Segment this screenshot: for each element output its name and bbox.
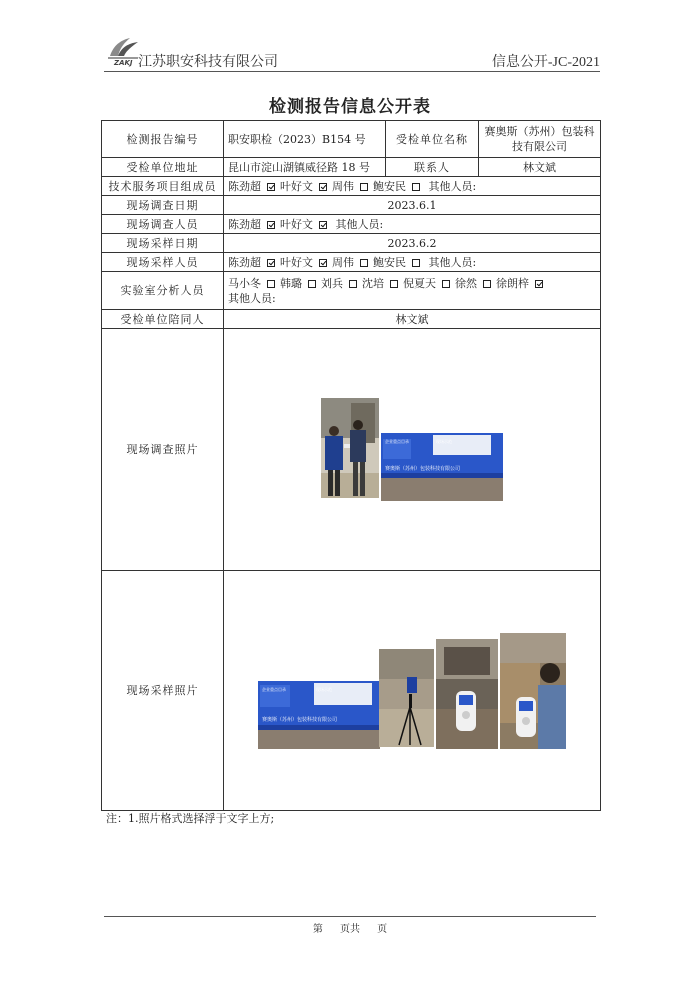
team-member-name: 周伟 bbox=[332, 179, 354, 193]
lab-staff-name: 马小冬 bbox=[228, 276, 261, 290]
team-member-checkbox[interactable] bbox=[412, 183, 420, 191]
survey-sign-text: 赛奥斯（苏州）包装科技有限公司 bbox=[385, 466, 461, 472]
row-sampling-date bbox=[102, 234, 601, 253]
document-id: 信息公开-JC-2021 bbox=[491, 55, 600, 70]
svg-text:现场示范: 现场示范 bbox=[316, 687, 332, 692]
sampling-photo-4 bbox=[500, 633, 566, 749]
header-rule bbox=[104, 71, 600, 72]
row-survey-staff bbox=[102, 215, 601, 234]
team-other: 其他人员: bbox=[428, 179, 477, 193]
client-value: 赛奥斯（苏州）包装科技有限公司 bbox=[479, 121, 601, 158]
sampling-staff-checkbox[interactable] bbox=[319, 259, 327, 267]
survey-staff-label: 现场调查人员 bbox=[102, 215, 224, 234]
row-survey-photos bbox=[102, 329, 601, 571]
client-label: 受检单位名称 bbox=[386, 121, 479, 158]
logo-text: ZAKJ bbox=[114, 59, 133, 67]
sampling-staff-name: 鲍安民 bbox=[373, 255, 406, 269]
team-value bbox=[224, 177, 601, 196]
sampling-staff-name: 周伟 bbox=[332, 255, 354, 269]
sampling-staff-name: 陈劲超 bbox=[228, 255, 261, 269]
lab-staff-name: 徐朗梓 bbox=[496, 276, 529, 290]
row-escort bbox=[102, 310, 601, 329]
survey-staff-value bbox=[224, 215, 601, 234]
contact-value: 林文斌 bbox=[479, 158, 601, 177]
survey-staff-checkbox[interactable] bbox=[319, 221, 327, 229]
report-no-value: 职安职检（2023）B154 号 bbox=[224, 121, 386, 158]
survey-date-label: 现场调查日期 bbox=[102, 196, 224, 215]
team-member-name: 陈劲超 bbox=[228, 179, 261, 193]
lab-other: 其他人员: bbox=[228, 291, 276, 305]
escort-label: 受检单位陪同人 bbox=[102, 310, 224, 329]
survey-staff-checkbox[interactable] bbox=[267, 221, 275, 229]
sampling-staff-checklist bbox=[228, 256, 425, 269]
footnote: 注：1.照片格式选择浮于文字上方; bbox=[106, 812, 275, 825]
escort-value: 林文斌 bbox=[224, 310, 601, 329]
lab-staff-checklist bbox=[228, 277, 548, 290]
report-no-label: 检测报告编号 bbox=[102, 121, 224, 158]
lab-staff-name: 韩璐 bbox=[280, 276, 302, 290]
svg-text:现场示范: 现场示范 bbox=[436, 439, 452, 444]
sampling-date-label: 现场采样日期 bbox=[102, 234, 224, 253]
row-lab bbox=[102, 272, 601, 310]
lab-staff-name: 沈培 bbox=[362, 276, 384, 290]
row-sampling-photos bbox=[102, 571, 601, 811]
survey-date-value: 2023.6.1 bbox=[224, 196, 601, 215]
sampling-photo-3 bbox=[436, 639, 498, 749]
survey-photo-cell bbox=[224, 329, 601, 571]
row-sampling-staff bbox=[102, 253, 601, 272]
svg-text:企业重点目录: 企业重点目录 bbox=[262, 687, 286, 692]
lab-staff-checkbox[interactable] bbox=[267, 280, 275, 288]
contact-label: 联系人 bbox=[386, 158, 479, 177]
lab-staff-checkbox[interactable] bbox=[308, 280, 316, 288]
page-title: 检测报告信息公开表 bbox=[269, 97, 431, 117]
sampling-photo-1 bbox=[258, 681, 380, 749]
address-label: 受检单位地址 bbox=[102, 158, 224, 177]
lab-staff-checkbox[interactable] bbox=[390, 280, 398, 288]
lab-staff-checkbox[interactable] bbox=[483, 280, 491, 288]
survey-photo-2 bbox=[381, 433, 503, 501]
row-team bbox=[102, 177, 601, 196]
page-footer: 第 页共 页 bbox=[312, 924, 388, 935]
survey-photo-1 bbox=[321, 398, 379, 498]
footer-rule bbox=[104, 916, 596, 917]
sampling-staff-value bbox=[224, 253, 601, 272]
sampling-staff-label: 现场采样人员 bbox=[102, 253, 224, 272]
sampling-photo-label: 现场采样照片 bbox=[102, 571, 224, 811]
lab-staff-name: 刘兵 bbox=[321, 276, 343, 290]
row-report-no bbox=[102, 121, 601, 158]
survey-staff-name: 陈劲超 bbox=[228, 217, 261, 231]
survey-staff-checklist bbox=[228, 218, 332, 231]
svg-text:企业重点目录: 企业重点目录 bbox=[385, 439, 409, 444]
sampling-staff-checkbox[interactable] bbox=[267, 259, 275, 267]
team-member-name: 鲍安民 bbox=[373, 179, 406, 193]
sampling-photo-2 bbox=[379, 649, 434, 747]
lab-label: 实验室分析人员 bbox=[102, 272, 224, 310]
info-table bbox=[101, 120, 601, 811]
team-member-checkbox[interactable] bbox=[360, 183, 368, 191]
company-name: 江苏职安科技有限公司 bbox=[138, 54, 278, 70]
row-survey-date bbox=[102, 196, 601, 215]
lab-value bbox=[224, 272, 601, 310]
lab-staff-name: 倪夏天 bbox=[403, 276, 436, 290]
lab-staff-checkbox[interactable] bbox=[349, 280, 357, 288]
survey-photo-label: 现场调查照片 bbox=[102, 329, 224, 571]
sampling-sign-text: 赛奥斯（苏州）包装科技有限公司 bbox=[262, 717, 338, 723]
sampling-other: 其他人员: bbox=[428, 255, 477, 269]
address-value: 昆山市淀山湖镇威径路 18 号 bbox=[224, 158, 386, 177]
lab-staff-name: 徐然 bbox=[455, 276, 477, 290]
row-address bbox=[102, 158, 601, 177]
team-label: 技术服务项目组成员 bbox=[102, 177, 224, 196]
survey-other: 其他人员: bbox=[335, 217, 384, 231]
sampling-staff-checkbox[interactable] bbox=[360, 259, 368, 267]
team-member-name: 叶好文 bbox=[280, 179, 313, 193]
sampling-staff-checkbox[interactable] bbox=[412, 259, 420, 267]
sampling-date-value: 2023.6.2 bbox=[224, 234, 601, 253]
lab-staff-checkbox[interactable] bbox=[535, 280, 543, 288]
sampling-staff-name: 叶好文 bbox=[280, 255, 313, 269]
survey-staff-name: 叶好文 bbox=[280, 217, 313, 231]
team-member-checkbox[interactable] bbox=[319, 183, 327, 191]
team-member-checkbox[interactable] bbox=[267, 183, 275, 191]
lab-staff-checkbox[interactable] bbox=[442, 280, 450, 288]
team-checklist bbox=[228, 180, 425, 193]
sampling-photo-cell bbox=[224, 571, 601, 811]
